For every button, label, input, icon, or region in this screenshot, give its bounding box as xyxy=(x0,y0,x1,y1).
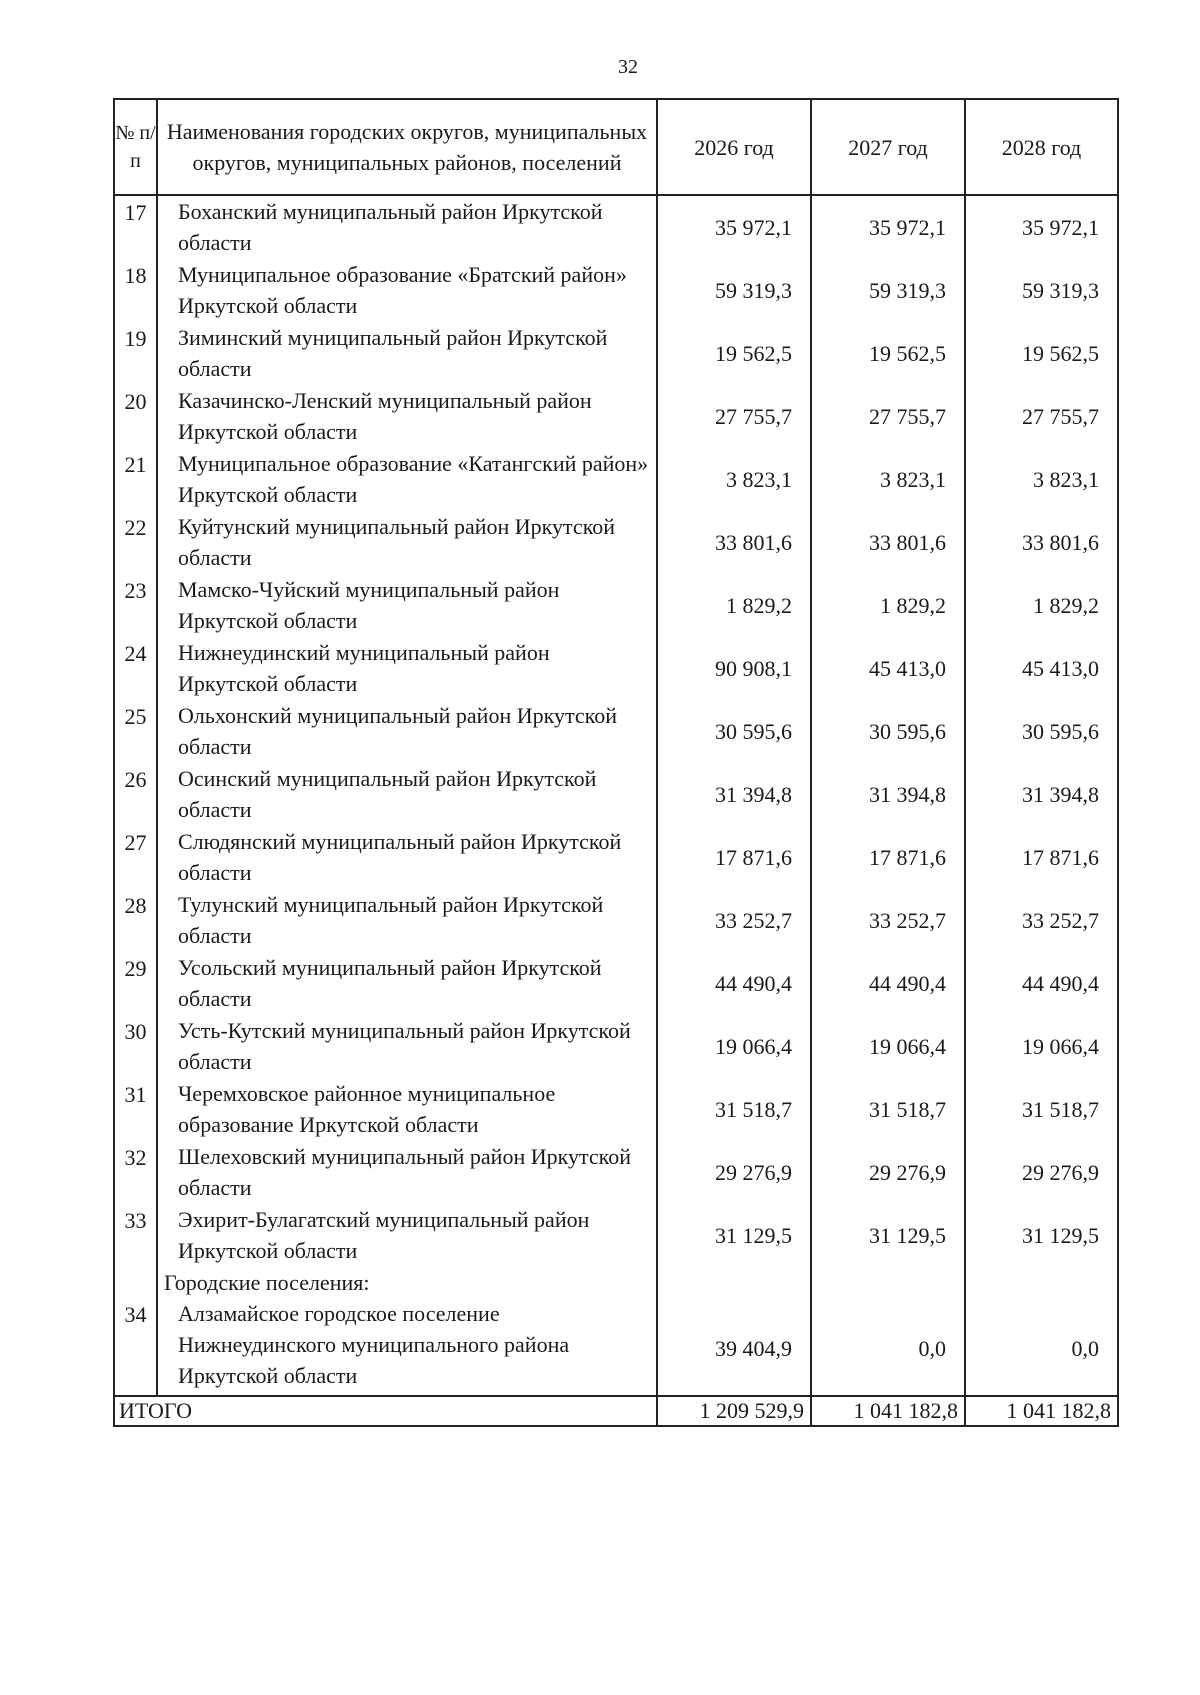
row-name: Шелеховский муниципальный район Иркутской области xyxy=(157,1141,657,1204)
row-value-2027: 1 829,2 xyxy=(811,574,965,637)
row-value-2027: 33 252,7 xyxy=(811,889,965,952)
row-name: Ольхонский муниципальный район Иркутской области xyxy=(157,700,657,763)
row-value-2028: 31 394,8 xyxy=(965,763,1118,826)
table-row xyxy=(114,1015,1118,1078)
row-num: 26 xyxy=(114,763,157,826)
row-num: 34 xyxy=(114,1298,157,1396)
row-num: 22 xyxy=(114,511,157,574)
row-num: 33 xyxy=(114,1204,157,1267)
row-value-2027: 44 490,4 xyxy=(811,952,965,1015)
budget-table xyxy=(113,98,1119,1427)
row-value-2027: 17 871,6 xyxy=(811,826,965,889)
total-row xyxy=(114,1396,1118,1426)
row-num: 24 xyxy=(114,637,157,700)
row-value-2027: 31 518,7 xyxy=(811,1078,965,1141)
row-value-2028: 59 319,3 xyxy=(965,259,1118,322)
table-row xyxy=(114,1078,1118,1141)
row-value-2026: 17 871,6 xyxy=(657,826,811,889)
row-num: 25 xyxy=(114,700,157,763)
table-row xyxy=(114,322,1118,385)
row-value-2028: 3 823,1 xyxy=(965,448,1118,511)
row-name: Слюдянский муниципальный район Иркутской области xyxy=(157,826,657,889)
row-value-2026: 27 755,7 xyxy=(657,385,811,448)
header-2027: 2027 год xyxy=(811,99,965,195)
row-num: 32 xyxy=(114,1141,157,1204)
row-value-2027: 30 595,6 xyxy=(811,700,965,763)
table-header-row xyxy=(114,99,1118,195)
row-value-2028: 31 518,7 xyxy=(965,1078,1118,1141)
header-num: № п/п xyxy=(114,99,157,195)
row-value-2028: 19 066,4 xyxy=(965,1015,1118,1078)
row-value-2026: 59 319,3 xyxy=(657,259,811,322)
row-name: Муниципальное образование «Братский район» Иркутской области xyxy=(157,259,657,322)
row-value-2026: 44 490,4 xyxy=(657,952,811,1015)
row-name: Куйтунский муниципальный район Иркутской области xyxy=(157,511,657,574)
row-num: 20 xyxy=(114,385,157,448)
header-2026: 2026 год xyxy=(657,99,811,195)
row-value-2026: 33 252,7 xyxy=(657,889,811,952)
row-value-2027: 27 755,7 xyxy=(811,385,965,448)
row-value-2027: 19 562,5 xyxy=(811,322,965,385)
header-name: Наименования городских округов, муниципальных округов, муниципальных районов, поселений xyxy=(157,99,657,195)
row-name: Нижнеудинский муниципальный район Иркутской области xyxy=(157,637,657,700)
row-num: 17 xyxy=(114,195,157,259)
row-value-2028: 19 562,5 xyxy=(965,322,1118,385)
table-row xyxy=(114,637,1118,700)
row-name: Казачинско-Ленский муниципальный район Иркутской области xyxy=(157,385,657,448)
page-number: 32 xyxy=(618,56,638,78)
row-value-2027: 59 319,3 xyxy=(811,259,965,322)
table-row xyxy=(114,259,1118,322)
table-row xyxy=(114,195,1118,259)
row-name: Алзамайское городское поселение Нижнеудинского муниципального района Иркутской области xyxy=(157,1298,657,1396)
row-name: Боханский муниципальный район Иркутской области xyxy=(157,195,657,259)
row-value-2027: 0,0 xyxy=(811,1298,965,1396)
row-name: Осинский муниципальный район Иркутской области xyxy=(157,763,657,826)
row-name: Усольский муниципальный район Иркутской области xyxy=(157,952,657,1015)
total-2027: 1 041 182,8 xyxy=(811,1396,965,1426)
row-value-2028: 29 276,9 xyxy=(965,1141,1118,1204)
row-num: 28 xyxy=(114,889,157,952)
group-row xyxy=(114,1267,1118,1298)
row-value-2026: 39 404,9 xyxy=(657,1298,811,1396)
row-name: Зиминский муниципальный район Иркутской области xyxy=(157,322,657,385)
table-row xyxy=(114,448,1118,511)
row-value-2027: 3 823,1 xyxy=(811,448,965,511)
row-value-2026: 29 276,9 xyxy=(657,1141,811,1204)
row-num: 23 xyxy=(114,574,157,637)
row-value-2028: 33 801,6 xyxy=(965,511,1118,574)
table-row xyxy=(114,385,1118,448)
row-name: Тулунский муниципальный район Иркутской области xyxy=(157,889,657,952)
row-value-2027: 35 972,1 xyxy=(811,195,965,259)
table-row xyxy=(114,1204,1118,1267)
table-row xyxy=(114,826,1118,889)
table-row xyxy=(114,1141,1118,1204)
row-value-2027: 19 066,4 xyxy=(811,1015,965,1078)
row-name: Черемховское районное муниципальное образование Иркутской области xyxy=(157,1078,657,1141)
row-value-2028: 45 413,0 xyxy=(965,637,1118,700)
row-value-2026: 1 829,2 xyxy=(657,574,811,637)
row-name: Мамско-Чуйский муниципальный район Иркутской области xyxy=(157,574,657,637)
total-2026: 1 209 529,9 xyxy=(657,1396,811,1426)
header-2028: 2028 год xyxy=(965,99,1118,195)
row-value-2026: 30 595,6 xyxy=(657,700,811,763)
row-value-2028: 30 595,6 xyxy=(965,700,1118,763)
group-label: Городские поселения: xyxy=(157,1267,657,1298)
total-label: ИТОГО xyxy=(114,1396,657,1426)
row-value-2026: 33 801,6 xyxy=(657,511,811,574)
row-value-2028: 44 490,4 xyxy=(965,952,1118,1015)
row-value-2026: 31 129,5 xyxy=(657,1204,811,1267)
table-row xyxy=(114,952,1118,1015)
row-value-2027: 31 394,8 xyxy=(811,763,965,826)
table-row xyxy=(114,700,1118,763)
row-value-2027: 29 276,9 xyxy=(811,1141,965,1204)
row-num: 19 xyxy=(114,322,157,385)
row-name: Муниципальное образование «Катангский район» Иркутской области xyxy=(157,448,657,511)
row-name: Усть-Кутский муниципальный район Иркутской области xyxy=(157,1015,657,1078)
row-num: 31 xyxy=(114,1078,157,1141)
total-2028: 1 041 182,8 xyxy=(965,1396,1118,1426)
row-value-2028: 1 829,2 xyxy=(965,574,1118,637)
table-row xyxy=(114,763,1118,826)
row-value-2026: 31 518,7 xyxy=(657,1078,811,1141)
row-value-2026: 35 972,1 xyxy=(657,195,811,259)
table-row xyxy=(114,889,1118,952)
table-row-34 xyxy=(114,1298,1118,1396)
row-value-2026: 19 562,5 xyxy=(657,322,811,385)
row-value-2027: 31 129,5 xyxy=(811,1204,965,1267)
row-value-2027: 33 801,6 xyxy=(811,511,965,574)
row-value-2026: 3 823,1 xyxy=(657,448,811,511)
row-value-2028: 35 972,1 xyxy=(965,195,1118,259)
row-num: 27 xyxy=(114,826,157,889)
table-row xyxy=(114,574,1118,637)
row-value-2026: 31 394,8 xyxy=(657,763,811,826)
row-name: Эхирит-Булагатский муниципальный район Иркутской области xyxy=(157,1204,657,1267)
row-num: 18 xyxy=(114,259,157,322)
row-value-2027: 45 413,0 xyxy=(811,637,965,700)
row-num: 30 xyxy=(114,1015,157,1078)
row-value-2028: 27 755,7 xyxy=(965,385,1118,448)
row-num: 21 xyxy=(114,448,157,511)
row-num: 29 xyxy=(114,952,157,1015)
row-value-2028: 0,0 xyxy=(965,1298,1118,1396)
row-value-2028: 33 252,7 xyxy=(965,889,1118,952)
table-row xyxy=(114,511,1118,574)
row-value-2028: 31 129,5 xyxy=(965,1204,1118,1267)
row-value-2026: 19 066,4 xyxy=(657,1015,811,1078)
row-value-2026: 90 908,1 xyxy=(657,637,811,700)
row-value-2028: 17 871,6 xyxy=(965,826,1118,889)
